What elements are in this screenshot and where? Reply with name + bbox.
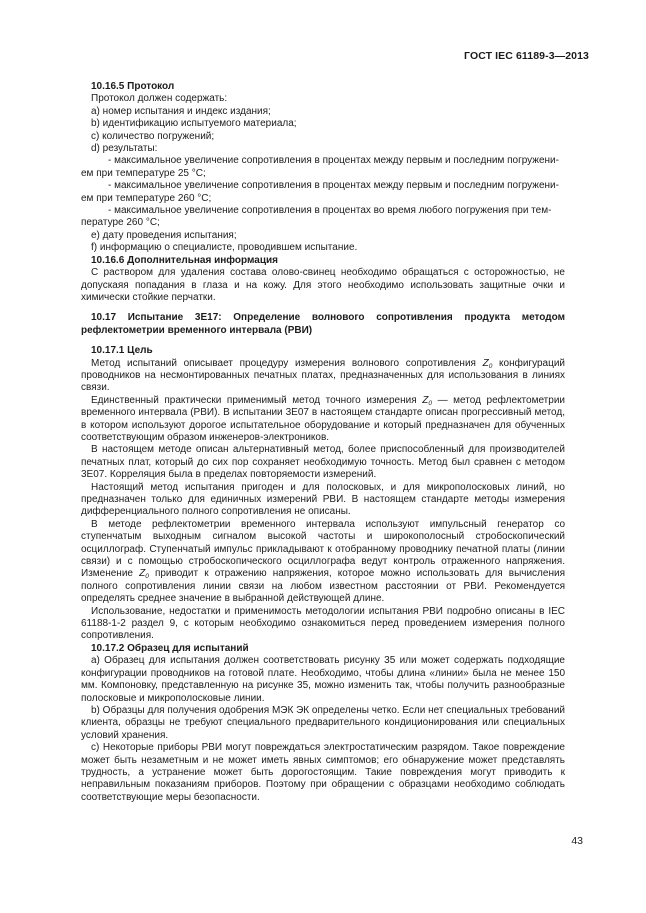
protocol-item-c: c) количество погружений; [91,130,215,142]
protocol-item-e: e) дату проведения испытания; [91,229,237,241]
protocol-item-a: a) номер испытания и индекс издания; [91,105,271,117]
purpose-paragraph-1: Метод испытаний описывает процедуру измерения волнового сопротивления $Z_0$ конфигураций проводников на несмонтированных печатных платах, предназначенных для использования в линиях связи. [81,357,565,394]
purpose-paragraph-4: Настоящий метод испытания пригоден и для полосковых, и для микрополосковых линий, но предназначен только для единичных измерений РВИ. В настоящем стандарте методы измерения дифференциального полного сопротивления не описаны. [81,481,565,518]
specimen-item-c: c) Некоторые приборы РВИ могут повреждаться электростатическим разрядом. Такое повреждение может быть незаметным и не может иметь явных симптомов; его обнаружение может представлять трудность, а устранение может быть дорогостоящим. Такие повреждения могут приводить к неправильным показаниям приборов. Поэтому при обращении с образцами необходимо соблюдать соответствующие меры безопасности. [81,742,565,803]
purpose-paragraph-3: В настоящем методе описан альтернативный метод, более приспособленный для производителей печатных плат, который до сих пор сохраняет необходимую точность. Метод был сравнен с методом 3E07. Корреляция была в пределах повторяемости измерений. [81,444,565,481]
protocol-intro: Протокол должен содержать: [91,93,228,105]
purpose-paragraph-5: В методе рефлектометрии временного интервала используют импульсный генератор со ступенчатым выходным сигналом высокой частоты и широкополосный стробоскопический осциллограф. Ступенчатый импульс прикладывают к отобранному проводнику печатной платы (линии связи) и с помощью стробоскопического осциллографа ведут контроль отраженного напряжения. Изменение $Z_0$ приводит к отражению напряжения, которое можно использовать для вычисления полного сопротивления линии связи на любом известном расстоянии от РВИ. Рекомендуется определять среднее значение в выбранной действующей длине. [81,518,565,605]
section-heading-10-16-6: 10.16.6 Дополнительная информация [91,254,278,266]
protocol-item-f: f) информацию о специалисте, проводившем испытание. [91,242,358,254]
page-content [81,81,565,804]
z0-symbol: $Z_0$ [482,357,493,370]
protocol-item-d: d) результаты: [91,143,158,155]
additional-info-text: С раствором для удаления состава олово-свинец необходимо обращаться с осторожностью, не допускаяя попадания в глаза и на кожу. Для этого необходимо использовать защитные очки и химически стойкие перчатки. [81,267,565,303]
purpose-paragraph-6: Использование, недостатки и применимость методологии испытания РВИ подробно описаны в IEC 61188-1-2 раздел 9, с которым необходимо ознакомиться перед проведением измерения полного сопротивления. [81,605,565,642]
purpose-paragraph-2: Единственный практически применимый метод точного измерения $Z_0$ — метод рефлектометрии временного интервала (РВИ). В испытании 3E07 в настоящем стандарте описан прогрессивный метод, в котором используют дорогое испытательное оборудование и который предназначен для обученных соответствующим образом инженеров-электроников. [81,394,565,443]
section-heading-10-17-2: 10.17.2 Образец для испытаний [91,642,249,654]
page-number: 43 [571,835,583,847]
specimen-item-b: b) Образцы для получения одобрения МЭК ЭК определены четко. Если нет специальных требований клиента, образцы не требуют специального предварительного кондиционирования или специальных условий хранения. [81,704,565,741]
result-2-line-2: ем при температуре 260 °C; [81,192,212,204]
z0-symbol: $Z_0$ [422,394,432,407]
section-heading-10-17-1: 10.17.1 Цель [91,345,153,357]
z0-symbol: $Z_0$ [139,568,149,581]
result-3-line-2: пературе 260 °C; [81,217,160,229]
protocol-item-b: b) идентификацию испытуемого материала; [91,118,297,130]
result-1-line-1: - максимальное увеличение сопротивления в процентах между первым и последним погружени- [108,155,559,167]
section-heading-10-16-5: 10.16.5 Протокол [91,81,175,92]
result-3-line-1: - максимальное увеличение сопротивления в процентах во время любого погружения при тем- [108,205,552,217]
specimen-item-a: a) Образец для испытания должен соответствовать рисунку 35 или может содержать подходящие конфигурации проводников на готовой плате. Необходимо, чтобы длина «линии» была не менее 150 мм. Компоновку, представленную на рисунке 35, можно изменить так, чтобы получить разнообразные полосковые и микрополосковые линии. [81,655,565,704]
section-heading-10-17: 10.17 Испытание 3E17: Определение волнового сопротивления продукта методом рефлектометрии временного интервала (РВИ) [81,312,565,336]
result-2-line-1: - максимальное увеличение сопротивления в процентах между первым и последним погружени- [108,180,559,192]
standard-header: ГОСТ IEC 61189-3—2013 [464,50,589,62]
result-1-line-2: ем при температуре 25 °C; [81,167,206,179]
